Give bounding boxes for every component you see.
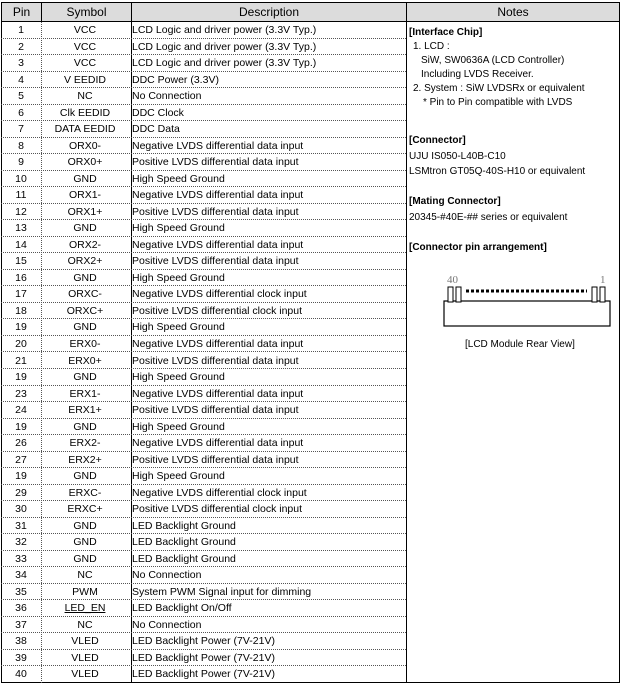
table-row: [1, 253, 406, 270]
pin-rows: [1, 22, 406, 683]
symbol-cell: ORX1+: [67, 205, 103, 218]
pin-cell: 21: [15, 354, 27, 367]
interface-line: SiW, SW0636A (LCD Controller): [421, 55, 565, 66]
description-cell: LCD Logic and driver power (3.3V Typ.): [132, 57, 317, 70]
pin-cell: 3: [18, 57, 24, 70]
symbol-cell: ERXC-: [68, 486, 102, 499]
pin-post: [600, 287, 605, 302]
description-cell: Positive LVDS differential data input: [132, 156, 299, 169]
description-cell: Positive LVDS differential data input: [132, 354, 299, 367]
symbol-cell: GND: [73, 470, 97, 483]
interface-chip-title: [Interface Chip]: [409, 27, 483, 38]
table-row: [1, 402, 406, 419]
symbol-cell: PWM: [72, 585, 98, 598]
connector-title: [Connector]: [409, 135, 466, 146]
description-cell: No Connection: [132, 569, 202, 582]
pin-cell: 29: [15, 486, 27, 499]
symbol-cell: GND: [73, 172, 97, 185]
description-cell: High Speed Ground: [132, 172, 225, 185]
symbol-cell: VLED: [71, 635, 99, 648]
interface-line: 2. System : SiW LVDSRx or equivalent: [413, 83, 585, 94]
symbol-cell: ORX1-: [68, 189, 102, 202]
pin-post: [448, 287, 453, 302]
table-row: [1, 105, 406, 122]
header-notes: Notes: [406, 2, 620, 22]
pin-cell: 4: [18, 73, 24, 86]
description-cell: High Speed Ground: [132, 371, 225, 384]
description-cell: LED Backlight Ground: [132, 519, 236, 532]
description-cell: LED Backlight On/Off: [132, 602, 232, 615]
description-cell: Negative LVDS differential data input: [132, 189, 304, 202]
table-row: [1, 567, 406, 584]
symbol-cell: DATA EEDID: [54, 123, 116, 136]
description-cell: Negative LVDS differential data input: [132, 238, 304, 251]
description-cell: LED Backlight Ground: [132, 552, 236, 565]
table-row: [1, 485, 406, 502]
table-row: [1, 650, 406, 667]
header-description: Description: [131, 2, 407, 22]
table-row: [1, 435, 406, 452]
pin-cell: 6: [18, 106, 24, 119]
description-cell: High Speed Ground: [132, 470, 225, 483]
description-cell: Negative LVDS differential data input: [132, 139, 304, 152]
description-cell: LED Backlight Power (7V-21V): [132, 651, 275, 664]
description-cell: Negative LVDS differential data input: [132, 337, 304, 350]
pin-cell: 13: [15, 222, 27, 235]
pin-cell: 19: [15, 420, 27, 433]
pin-cell: 32: [15, 536, 27, 549]
pin-cell: 39: [15, 651, 27, 664]
notes-frame: [406, 21, 620, 683]
description-cell: LCD Logic and driver power (3.3V Typ.): [132, 40, 317, 53]
pin-cell: 31: [15, 519, 27, 532]
table-row: [1, 22, 406, 39]
description-cell: Negative LVDS differential data input: [132, 437, 304, 450]
pin-cell: 20: [15, 337, 27, 350]
symbol-cell: ORXC+: [66, 304, 104, 317]
interface-line: * Pin to Pin compatible with LVDS: [423, 97, 573, 108]
header-symbol: Symbol: [41, 2, 132, 22]
table-row: [1, 551, 406, 568]
pin-cell: 27: [15, 453, 27, 466]
symbol-cell: ERX2+: [68, 453, 102, 466]
connector-body: [444, 301, 610, 326]
description-cell: Negative LVDS differential clock input: [132, 288, 307, 301]
table-row: [1, 154, 406, 171]
table-row: [1, 220, 406, 237]
description-cell: System PWM Signal input for dimming: [132, 585, 312, 598]
interface-line: 1. LCD :: [413, 41, 450, 52]
pin-1-label: 1: [600, 274, 606, 286]
table-row: [1, 534, 406, 551]
pin-cell: 34: [15, 569, 27, 582]
pin-cell: 19: [15, 321, 27, 334]
description-cell: Positive LVDS differential data input: [132, 255, 299, 268]
description-cell: Positive LVDS differential data input: [132, 205, 299, 218]
symbol-cell: LED_EN: [64, 602, 106, 615]
pin-cell: 18: [15, 304, 27, 317]
pin-cell: 10: [15, 172, 27, 185]
table-row: [1, 171, 406, 188]
table-row: [1, 452, 406, 469]
table-row: [1, 353, 406, 370]
symbol-cell: NC: [77, 90, 93, 103]
pin-cell: 30: [15, 503, 27, 516]
mating-connector-title: [Mating Connector]: [409, 196, 501, 207]
table-row: [1, 501, 406, 518]
table-row: [1, 237, 406, 254]
interface-line: Including LVDS Receiver.: [421, 69, 534, 80]
symbol-cell: ERX1+: [68, 404, 102, 417]
header-pin: Pin: [1, 2, 42, 22]
symbol-cell: ORX2-: [68, 238, 102, 251]
symbol-cell: Clk EEDID: [59, 106, 111, 119]
table-row: [1, 600, 406, 617]
table-row: [1, 468, 406, 485]
symbol-cell: VCC: [73, 57, 97, 70]
pin-cell: 19: [15, 470, 27, 483]
table-row: [1, 303, 406, 320]
pin-cell: 24: [15, 404, 27, 417]
table-row: [1, 204, 406, 221]
pin-cell: 16: [15, 271, 27, 284]
description-cell: High Speed Ground: [132, 321, 225, 334]
description-cell: DDC Data: [132, 123, 180, 136]
pin-cell: 23: [15, 387, 27, 400]
connector-line: UJU IS050-L40B-C10: [409, 151, 506, 162]
pin-cell: 33: [15, 552, 27, 565]
table-row: [1, 369, 406, 386]
pin-cell: 19: [15, 371, 27, 384]
pin-cell: 36: [15, 602, 27, 615]
table-row: [1, 55, 406, 72]
table-row: [1, 270, 406, 287]
description-cell: LCD Logic and driver power (3.3V Typ.): [132, 24, 317, 36]
connector-line: LSMtron GT05Q-40S-H10 or equivalent: [409, 166, 586, 177]
description-cell: High Speed Ground: [132, 222, 225, 235]
pin-cell: 1: [18, 24, 24, 36]
table-row: [1, 666, 406, 683]
pin-post: [456, 287, 461, 302]
description-cell: LED Backlight Power (7V-21V): [132, 668, 275, 681]
symbol-cell: ERXC+: [67, 503, 103, 516]
description-cell: Positive LVDS differential data input: [132, 404, 299, 417]
description-cell: LED Backlight Power (7V-21V): [132, 635, 275, 648]
symbol-cell: ORXC-: [68, 288, 102, 301]
symbol-cell: GND: [73, 321, 97, 334]
pin-cell: 2: [18, 40, 24, 53]
connector-diagram: [409, 272, 619, 332]
symbol-cell: ERX0-: [69, 337, 101, 350]
pin-cell: 14: [15, 238, 27, 251]
table-row: [1, 187, 406, 204]
table-row: [1, 319, 406, 336]
symbol-cell: ORX2+: [67, 255, 103, 268]
table-row: [1, 121, 406, 138]
table-row: [1, 72, 406, 89]
symbol-cell: ORX0-: [68, 139, 102, 152]
description-cell: DDC Power (3.3V): [132, 73, 219, 86]
table-row: [1, 518, 406, 535]
description-cell: No Connection: [132, 618, 202, 631]
description-cell: High Speed Ground: [132, 271, 225, 284]
pin-cell: 15: [15, 255, 27, 268]
pin-40-label: 40: [447, 274, 458, 286]
table-row: [1, 286, 406, 303]
table-row: [1, 419, 406, 436]
pin-table: [1, 2, 620, 683]
pin-cell: 26: [15, 437, 27, 450]
table-row: [1, 88, 406, 105]
symbol-cell: V EEDID: [63, 73, 106, 86]
description-cell: LED Backlight Ground: [132, 536, 236, 549]
description-cell: Negative LVDS differential clock input: [132, 486, 307, 499]
description-cell: High Speed Ground: [132, 420, 225, 433]
pin-cell: 7: [18, 123, 24, 136]
description-cell: Positive LVDS differential clock input: [132, 304, 303, 317]
table-row: [1, 584, 406, 601]
table-row: [1, 39, 406, 56]
symbol-cell: VLED: [71, 651, 99, 664]
symbol-cell: ORX0+: [67, 156, 103, 169]
description-cell: No Connection: [132, 90, 202, 103]
pin-cell: 5: [18, 90, 24, 103]
symbol-cell: GND: [73, 222, 97, 235]
description-cell: DDC Clock: [132, 106, 184, 119]
table-row: [1, 336, 406, 353]
pin-cell: 37: [15, 618, 27, 631]
symbol-cell: GND: [73, 536, 97, 549]
symbol-cell: VCC: [73, 40, 97, 53]
pin-cell: 40: [15, 668, 27, 681]
pin-cell: 17: [15, 288, 27, 301]
symbol-cell: ERX0+: [68, 354, 102, 367]
symbol-cell: GND: [73, 271, 97, 284]
symbol-cell: ERX2-: [69, 437, 101, 450]
table-row: [1, 138, 406, 155]
table-row: [1, 617, 406, 634]
symbol-cell: GND: [73, 552, 97, 565]
description-cell: Negative LVDS differential data input: [132, 387, 304, 400]
table-row: [1, 386, 406, 403]
pin-post: [592, 287, 597, 302]
symbol-cell: NC: [77, 618, 93, 631]
pin-cell: 12: [15, 205, 27, 218]
symbol-cell: NC: [77, 569, 93, 582]
symbol-cell: GND: [73, 519, 97, 532]
pin-cell: 35: [15, 585, 27, 598]
mating-connector-line: 20345-#40E-## series or equivalent: [409, 212, 568, 223]
symbol-cell: GND: [73, 420, 97, 433]
description-cell: Positive LVDS differential data input: [132, 453, 299, 466]
pin-cell: 8: [18, 139, 24, 152]
table-row: [1, 633, 406, 650]
pin-cell: 11: [15, 189, 27, 202]
pin-arrangement-title: [Connector pin arrangement]: [409, 242, 547, 253]
pin-cell: 38: [15, 635, 27, 648]
pin-cell: 9: [18, 156, 24, 169]
symbol-cell: GND: [73, 371, 97, 384]
description-cell: Positive LVDS differential clock input: [132, 503, 303, 516]
rear-view-caption: [LCD Module Rear View]: [465, 339, 575, 350]
symbol-cell: ERX1-: [69, 387, 101, 400]
symbol-cell: VCC: [73, 24, 97, 36]
symbol-cell: VLED: [71, 668, 99, 681]
